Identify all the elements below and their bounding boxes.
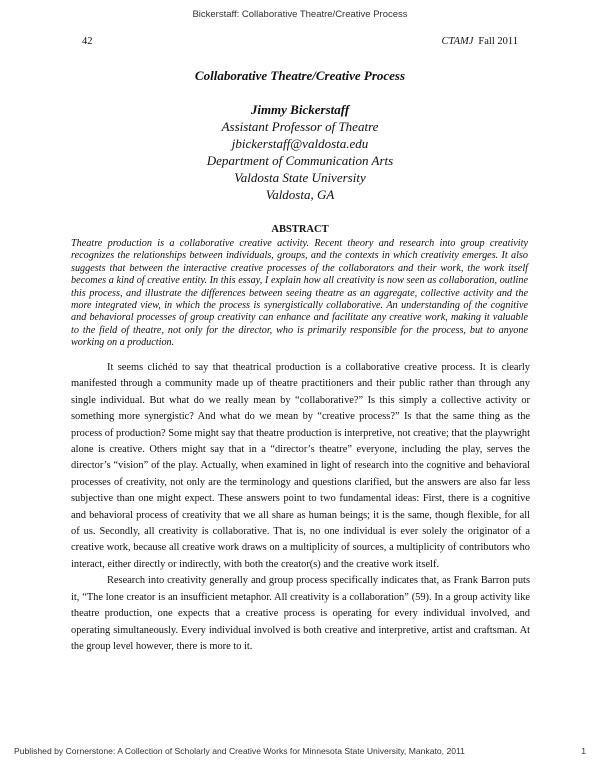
footer-page-number: 1 — [581, 746, 586, 756]
abstract-heading: ABSTRACT — [271, 224, 329, 235]
article-title: Collaborative Theatre/Creative Process — [194, 68, 406, 83]
journal-name: CTAMJ — [441, 36, 474, 47]
author-name: Jimmy Bickerstaff — [250, 102, 350, 117]
abstract-text: Theatre production is a collaborative creative activity. Recent theory and research into group creativity recognizes the relationships between individuals, groups, and the contexts in which creativity emerges. It also suggests that between the interactive creative processes of the collaborators and their work, the work itself becomes a kind of creative entity. In this essay, I explain how all creativity is now seen as collaboration, outline this process, and illustrate the differences between seeing theatre as an aggregate, collective activity and the more integrated view, in which the process is synergistically collaborative. An understanding of the cognitive and behavioral processes of group creativity can enhance and facilitate any creative work, making it valuable to the field of theatre, not only for the director, who is primarily responsible for the process, but to anyone working on a production. — [71, 238, 528, 349]
footer — [14, 746, 586, 756]
journal-citation — [442, 36, 518, 47]
journal-issue: Fall 2011 — [478, 36, 518, 47]
footer-publisher: Published by Cornerstone: A Collection of Scholarly and Creative Works for Minnesota State University, Mankato, 2011 — [14, 746, 465, 756]
author-block — [0, 101, 600, 203]
page-number: 42 — [82, 36, 93, 47]
body-paragraph: It seems clichéd to say that theatrical production is a collaborative creative process. It is clearly manifested through a community made up of theatre practitioners and their public rather than through any single individual. But what do we really mean by “collaborative?” Is this simply a collective activity or something more synergistic? And what do we mean by “creative process?” Is that the same thing as the process of production? Some might say that theatre production is interpretive, not creative; that the playwright alone is creative. Others might say that in a “director’s theatre” everyone, including the play, serves the director’s “vision” of the play. Actually, when examined in light of research into the cognitive and behavioral processes of creativity, not only are the terminology and questions clarified, but the answers are also far less subjective than one might expect. These answers point to two fundamental ideas: First, there is a cognitive and behavioral process of creativity that we all share as human beings; it is the same, though flexible, for all of us. Secondly, all creativity is collaborative. That is, no one individual is ever solely the originator of a creative work, because all creative work draws on a multiplicity of sources, a multiplicity of contributors who interact, either directly or indirectly, with both the creator(s) and the creative work itself. — [71, 362, 530, 570]
author-position: Assistant Professor of Theatre — [221, 119, 379, 134]
body-paragraph: Research into creativity generally and group process specifically indicates that, as Frank Barron puts it, “The lone creator is an insufficient metaphor. All creativity is a collaboration” (59). In a group activity like theatre production, one expects that a creative process is operating for every individual involved, and operating simultaneously. Every individual involved is both creative and interpretive, artist and craftsman. At the group level however, there is more to it. — [71, 575, 530, 652]
running-head: Bickerstaff: Collaborative Theatre/Creative Process — [192, 9, 408, 20]
author-university: Valdosta State University — [234, 170, 366, 185]
author-email: jbickerstaff@valdosta.edu — [231, 136, 369, 151]
author-location: Valdosta, GA — [265, 187, 335, 202]
author-department: Department of Communication Arts — [206, 153, 394, 168]
body-text — [71, 360, 530, 655]
